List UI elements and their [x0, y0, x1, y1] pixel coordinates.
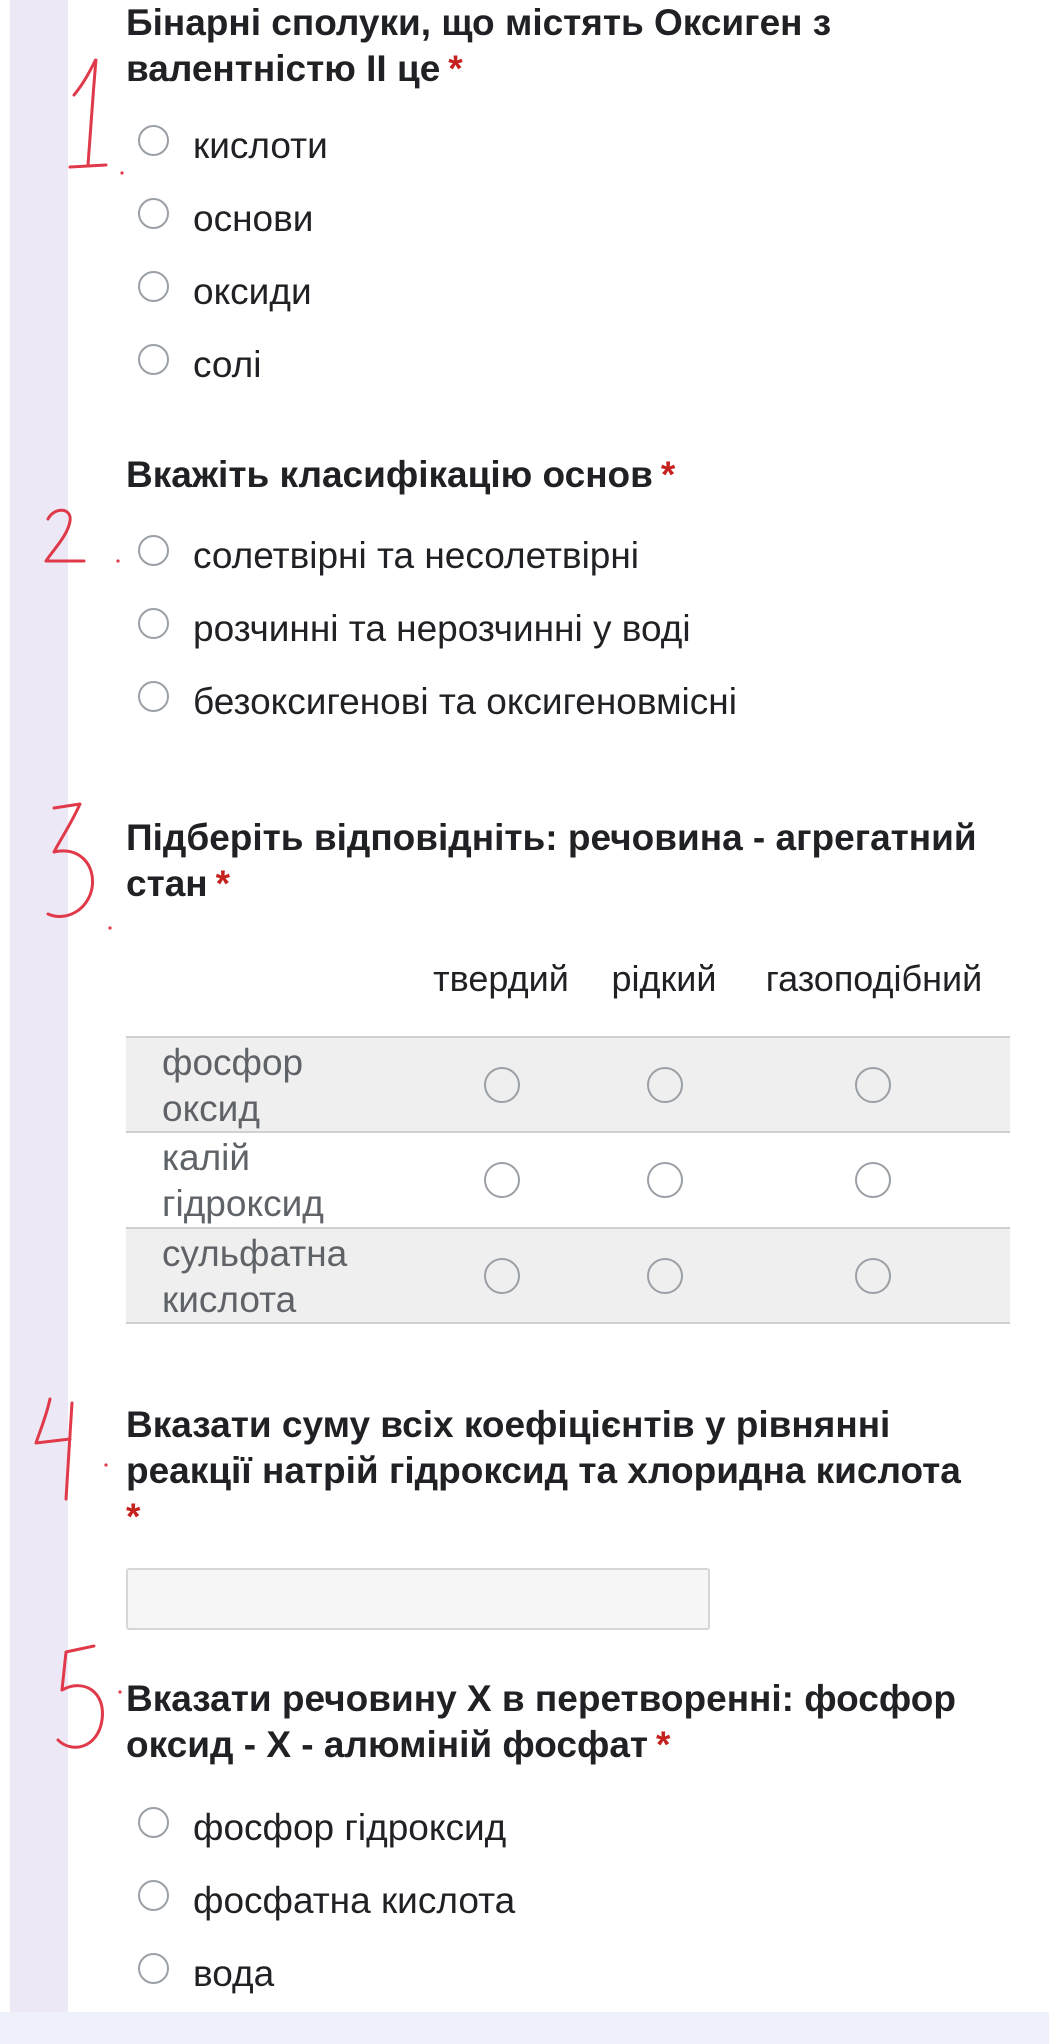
question-4-title	[126, 1402, 1016, 1540]
answer-text-input[interactable]	[126, 1568, 710, 1630]
grid-column-header-solid: твердий	[433, 958, 569, 999]
question-5-text: Вказати речовину Х в перетворенні: фосфор оксид - Х - алюміній фосфат	[126, 1678, 956, 1765]
question-4-text: Вказати суму всіх коефіцієнтів у рівнянні реакції натрій гідроксид та хлоридна кислота	[126, 1404, 961, 1491]
grid-radio-solid[interactable]	[484, 1258, 520, 1294]
question-3-text: Підберіть відповідніть: речовина - агрегатний стан	[126, 817, 977, 904]
radio-button[interactable]	[138, 344, 169, 375]
grid-radio-solid[interactable]	[484, 1162, 520, 1198]
question-5-option-3[interactable]	[138, 1954, 274, 1994]
radio-button[interactable]	[138, 535, 169, 566]
question-5-option-1[interactable]	[138, 1808, 506, 1848]
question-1-title	[126, 0, 1016, 92]
grid-row-label: сульфатна кислота	[162, 1233, 348, 1320]
question-2-title	[126, 452, 1016, 498]
grid-radio-gas[interactable]	[855, 1258, 891, 1294]
grid-radio-liquid[interactable]	[647, 1067, 683, 1103]
grid-radio-gas[interactable]	[855, 1067, 891, 1103]
grid-row-1	[126, 1036, 1010, 1131]
grid-radio-solid[interactable]	[484, 1067, 520, 1103]
option-label: солетвірні та несолетвірні	[193, 535, 640, 576]
grid-row-label: фосфор оксид	[162, 1042, 304, 1129]
option-label: фосфор гідроксид	[193, 1807, 507, 1848]
required-asterisk: *	[656, 1724, 671, 1765]
grid-row-2	[126, 1131, 1010, 1226]
question-2-option-1[interactable]	[138, 536, 639, 576]
required-asterisk: *	[448, 48, 463, 89]
radio-button[interactable]	[138, 608, 169, 639]
question-2-text: Вкажіть класифікацію основ	[126, 454, 653, 495]
handwritten-number-3	[40, 800, 130, 940]
question-1-option-4[interactable]	[138, 345, 262, 385]
question-1-option-1[interactable]	[138, 126, 328, 166]
option-label: солі	[193, 344, 262, 385]
grid-radio-gas[interactable]	[855, 1162, 891, 1198]
question-2-option-2[interactable]	[138, 609, 691, 649]
option-label: кислоти	[193, 125, 328, 166]
question-3-title	[126, 815, 1016, 907]
radio-button[interactable]	[138, 198, 169, 229]
radio-button[interactable]	[138, 1880, 169, 1911]
grid-radio-liquid[interactable]	[647, 1258, 683, 1294]
option-label: розчинні та нерозчинні у воді	[193, 608, 691, 649]
question-5-option-2[interactable]	[138, 1881, 515, 1921]
question-2-option-3[interactable]	[138, 682, 737, 722]
question-1-text: Бінарні сполуки, що містять Оксиген з валентністю ІІ це	[126, 2, 832, 89]
required-asterisk: *	[215, 863, 231, 904]
page-bottom-band	[0, 2012, 1049, 2044]
question-1-option-2[interactable]	[138, 199, 313, 239]
required-asterisk: *	[126, 1496, 141, 1537]
grid-radio-liquid[interactable]	[647, 1162, 683, 1198]
question-5-title	[126, 1676, 1016, 1768]
grid-column-header-gas: газоподібний	[765, 958, 983, 999]
radio-button[interactable]	[138, 681, 169, 712]
radio-button[interactable]	[138, 1807, 169, 1838]
required-asterisk: *	[660, 454, 676, 495]
option-label: вода	[193, 1953, 275, 1994]
grid-row-label: калій гідроксид	[162, 1137, 324, 1224]
handwritten-number-2	[40, 505, 130, 575]
handwritten-number-4	[30, 1395, 120, 1505]
radio-button[interactable]	[138, 1953, 169, 1984]
grid-column-header-liquid: рідкий	[611, 958, 717, 999]
option-label: фосфатна кислота	[193, 1880, 516, 1921]
question-1-option-3[interactable]	[138, 272, 312, 312]
grid-row-3	[126, 1227, 1010, 1324]
radio-button[interactable]	[138, 125, 169, 156]
option-label: оксиди	[193, 271, 312, 312]
radio-button[interactable]	[138, 271, 169, 302]
option-label: основи	[193, 198, 314, 239]
option-label: безоксигенові та оксигеновмісні	[193, 681, 737, 722]
